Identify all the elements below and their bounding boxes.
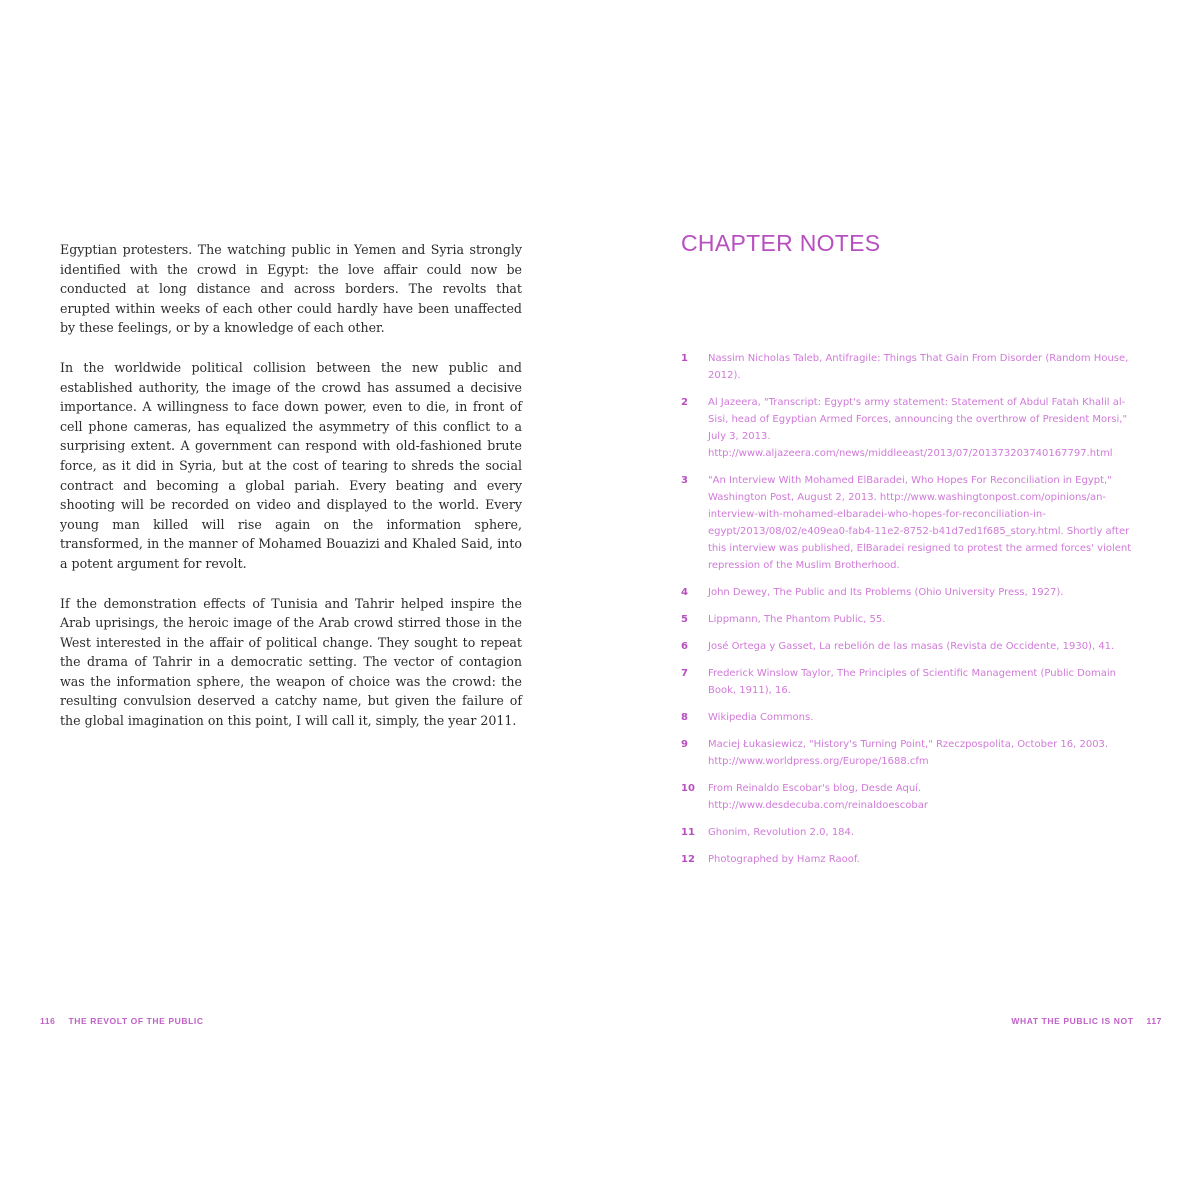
page-number: 117	[1146, 1016, 1162, 1026]
note-text: Ghonim, Revolution 2.0, 184.	[708, 827, 855, 838]
note-number: 8	[681, 712, 688, 723]
note-text: Al Jazeera, "Transcript: Egypt's army statement: Statement of Abdul Fatah Khalil al-Sisi, head of Egyptian Armed Forces, announcing the overthrow of President Morsi," July 3, 2013. http://www.aljazeera.com/news/middleeast/2013/07/201373203740167797.html	[708, 397, 1128, 459]
note-number: 9	[681, 739, 688, 750]
note-text: Wikipedia Commons.	[708, 712, 814, 723]
note-number: 4	[681, 587, 688, 598]
running-title: WHAT THE PUBLIC IS NOT	[1011, 1016, 1134, 1026]
paragraph: In the worldwide political collision between the new public and established authority, the image of the crowd has assumed a decisive importance. A willingness to face down power, even to die, in front of cell phone cameras, has equalized the asymmetry of this conflict to a surprising extent. A government can respond with old-fashioned brute force, as it did in Syria, but at the cost of tearing to shreds the social contract and becoming a global pariah. Every beating and every shooting will be recorded on video and displayed to the world. Every young man killed will rise again on the information sphere, transformed, in the manner of Mohamed Bouazizi and Khaled Said, into a potent argument for revolt.	[60, 359, 522, 571]
note-item	[681, 709, 1141, 726]
note-number: 6	[681, 641, 688, 652]
note-item	[681, 736, 1141, 770]
note-number: 1	[681, 353, 688, 364]
note-text: John Dewey, The Public and Its Problems (Ohio University Press, 1927).	[708, 587, 1064, 598]
note-number: 12	[681, 854, 695, 865]
right-footer	[1011, 1016, 1172, 1026]
note-item	[681, 851, 1141, 868]
note-item	[681, 638, 1141, 655]
note-text: "An Interview With Mohamed ElBaradei, Who Hopes For Reconciliation in Egypt," Washington Post, August 2, 2013. http://www.washingtonpost.com/opinions/an-interview-with-mohamed-elbaradei-who-hopes-for-reconciliation-in-egypt/2013/08/02/e409ea0-fab4-11e2-8752-b41d7ed1f685_story.html. Shortly after this interview was published, ElBaradei resigned to protest the armed forces' violent repression of the Muslim Brotherhood.	[708, 475, 1132, 571]
note-number: 2	[681, 397, 688, 408]
note-text: Frederick Winslow Taylor, The Principles of Scientific Management (Public Domain Book, 1911), 16.	[708, 668, 1116, 696]
paragraph: If the demonstration effects of Tunisia and Tahrir helped inspire the Arab uprisings, the heroic image of the Arab crowd stirred those in the West interested in the affair of political change. They sought to repeat the drama of Tahrir in a democratic setting. The vector of contagion was the information sphere, the weapon of choice was the crowd: the resulting convulsion deserved a catchy name, but given the failure of the global imagination on this point, I will call it, simply, the year 2011.	[60, 595, 522, 729]
note-item	[681, 394, 1141, 462]
note-item	[681, 472, 1141, 574]
page-number: 116	[40, 1016, 56, 1026]
note-number: 3	[681, 475, 688, 486]
notes-list	[681, 350, 1141, 878]
body-text	[60, 240, 522, 751]
note-text: From Reinaldo Escobar's blog, Desde Aquí. http://www.desdecuba.com/reinaldoescobar	[708, 783, 928, 811]
left-footer	[30, 1016, 204, 1026]
note-number: 5	[681, 614, 688, 625]
note-text: José Ortega y Gasset, La rebelión de las masas (Revista de Occidente, 1930), 41.	[708, 641, 1115, 652]
note-item	[681, 824, 1141, 841]
note-text: Maciej Łukasiewicz, "History's Turning Point," Rzeczpospolita, October 16, 2003. http://www.worldpress.org/Europe/1688.cfm	[708, 739, 1109, 767]
paragraph: Egyptian protesters. The watching public in Yemen and Syria strongly identified with the crowd in Egypt: the love affair could now be conducted at long distance and across borders. The revolts that erupted within weeks of each other could hardly have been unaffected by these feelings, or by a knowledge of each other.	[60, 242, 522, 336]
note-item	[681, 611, 1141, 628]
note-text: Photographed by Hamz Raoof.	[708, 854, 860, 865]
note-text: Nassim Nicholas Taleb, Antifragile: Things That Gain From Disorder (Random House, 2012).	[708, 353, 1129, 381]
note-item	[681, 350, 1141, 384]
chapter-title: CHAPTER NOTES	[681, 230, 881, 256]
note-item	[681, 665, 1141, 699]
note-item	[681, 780, 1141, 814]
note-text: Lippmann, The Phantom Public, 55.	[708, 614, 886, 625]
note-number: 10	[681, 783, 695, 794]
note-number: 11	[681, 827, 695, 838]
running-title: THE REVOLT OF THE PUBLIC	[68, 1016, 204, 1026]
note-item	[681, 584, 1141, 601]
note-number: 7	[681, 668, 688, 679]
